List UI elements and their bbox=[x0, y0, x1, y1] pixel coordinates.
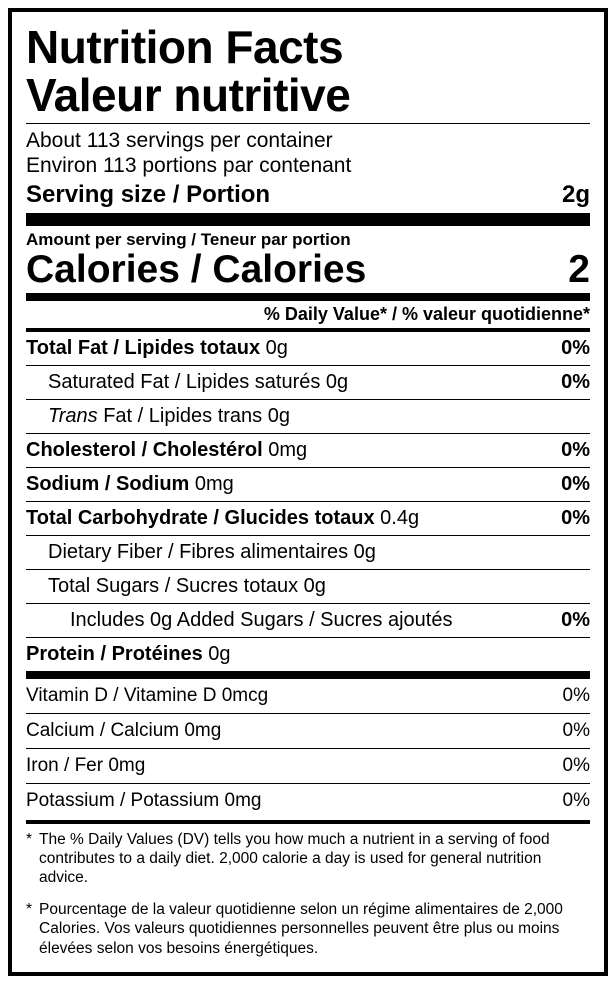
calories-row bbox=[26, 247, 590, 293]
footnote-text-en: The % Daily Values (DV) tells you how much a nutrient in a serving of food contributes to a daily diet. 2,000 calorie a day is used for general nutrition advice. bbox=[39, 830, 550, 887]
divider-under-calories bbox=[26, 293, 590, 301]
label-title-en: Nutrition Facts bbox=[26, 21, 344, 73]
nutrient-name-rest: Saturated Fat / Lipides saturés 0g bbox=[48, 370, 349, 393]
divider-under-protein bbox=[26, 671, 590, 679]
vitamin-percent: 0% bbox=[562, 789, 590, 811]
servings-per-container-en: About 113 servings per container bbox=[26, 129, 333, 153]
nutrient-percent: 0% bbox=[561, 506, 590, 529]
nutrient-percent: 0% bbox=[561, 608, 590, 631]
calories-label: Calories / Calories bbox=[26, 247, 367, 291]
vitamin-percent: 0% bbox=[562, 719, 590, 741]
nutrient-row bbox=[26, 468, 590, 501]
nutrient-name-rest: Fat / Lipides trans 0g bbox=[97, 404, 290, 427]
nutrient-row bbox=[26, 400, 590, 433]
footnote-star-en: * bbox=[26, 830, 33, 848]
vitamin-row bbox=[26, 714, 590, 748]
nutrient-name-bold: Trans bbox=[48, 404, 98, 427]
nutrient-percent: 0% bbox=[561, 370, 590, 393]
vitamin-name: Calcium / Calcium 0mg bbox=[26, 719, 222, 741]
nutrient-row bbox=[26, 434, 590, 467]
nutrient-name-rest: 0g bbox=[202, 642, 231, 665]
vitamin-percent: 0% bbox=[562, 754, 590, 776]
nutrition-facts-label bbox=[8, 8, 608, 976]
nutrient-name-rest: Total Sugars / Sucres totaux 0g bbox=[48, 574, 326, 597]
divider-under-serving-size bbox=[26, 213, 590, 226]
servings-per-container-fr: Environ 113 portions par contenant bbox=[26, 153, 352, 177]
nutrient-name-rest: 0g bbox=[260, 336, 288, 359]
label-title-fr: Valeur nutritive bbox=[26, 68, 351, 121]
nutrient-row bbox=[26, 638, 590, 671]
nutrient-name-bold: Cholesterol / Cholestérol bbox=[26, 438, 263, 461]
nutrient-name-rest: Dietary Fiber / Fibres alimentaires 0g bbox=[48, 540, 376, 563]
calories-value: 2 bbox=[568, 247, 590, 291]
nutrient-name-rest: 0.4g bbox=[374, 506, 420, 529]
nutrient-name-rest: 0mg bbox=[189, 472, 234, 495]
nutrient-row bbox=[26, 536, 590, 569]
vitamin-percent: 0% bbox=[562, 684, 590, 706]
nutrient-row bbox=[26, 604, 590, 637]
vitamin-row bbox=[26, 749, 590, 783]
daily-value-header: % Daily Value* / % valeur quotidienne* bbox=[263, 303, 590, 324]
nutrient-name-bold: Protein / Protéines bbox=[26, 642, 203, 665]
serving-size-value: 2g bbox=[561, 180, 590, 208]
nutrient-name-bold: Sodium / Sodium bbox=[26, 472, 190, 495]
footnote-text-fr: Pourcentage de la valeur quotidienne selon un régime alimentaires de 2,000 Calories. Vos valeurs quotidiennes personnelles peuvent être plus ou moins élevées selon vos besoins énergétiques. bbox=[39, 900, 563, 957]
nutrient-row bbox=[26, 332, 590, 365]
footnote-star-fr: * bbox=[26, 900, 33, 918]
vitamin-name: Vitamin D / Vitamine D 0mcg bbox=[26, 684, 269, 706]
vitamin-name: Iron / Fer 0mg bbox=[26, 754, 146, 776]
nutrient-name-bold: Total Carbohydrate / Glucides totaux bbox=[26, 506, 375, 529]
nutrient-list bbox=[26, 332, 590, 671]
nutrient-name-rest: 0mg bbox=[262, 438, 308, 461]
vitamin-row bbox=[26, 784, 590, 818]
nutrient-name-bold: Total Fat / Lipides totaux bbox=[26, 336, 261, 359]
nutrient-percent: 0% bbox=[561, 472, 590, 495]
vitamin-name: Potassium / Potassium 0mg bbox=[26, 789, 262, 811]
footnote-en bbox=[26, 824, 590, 888]
serving-size-label: Serving size / Portion bbox=[26, 180, 271, 208]
serving-size-row bbox=[26, 179, 590, 213]
nutrient-row bbox=[26, 502, 590, 535]
nutrient-percent: 0% bbox=[561, 336, 590, 359]
vitamin-row bbox=[26, 679, 590, 713]
vitamin-list bbox=[26, 679, 590, 818]
nutrient-percent: 0% bbox=[561, 438, 590, 461]
nutrient-row bbox=[26, 366, 590, 399]
nutrient-row bbox=[26, 570, 590, 603]
amount-per-serving-label: Amount per serving / Teneur par portion bbox=[26, 229, 351, 249]
nutrient-name-rest: Includes 0g Added Sugars / Sucres ajoutés bbox=[70, 608, 453, 631]
footnote-fr bbox=[26, 888, 590, 958]
